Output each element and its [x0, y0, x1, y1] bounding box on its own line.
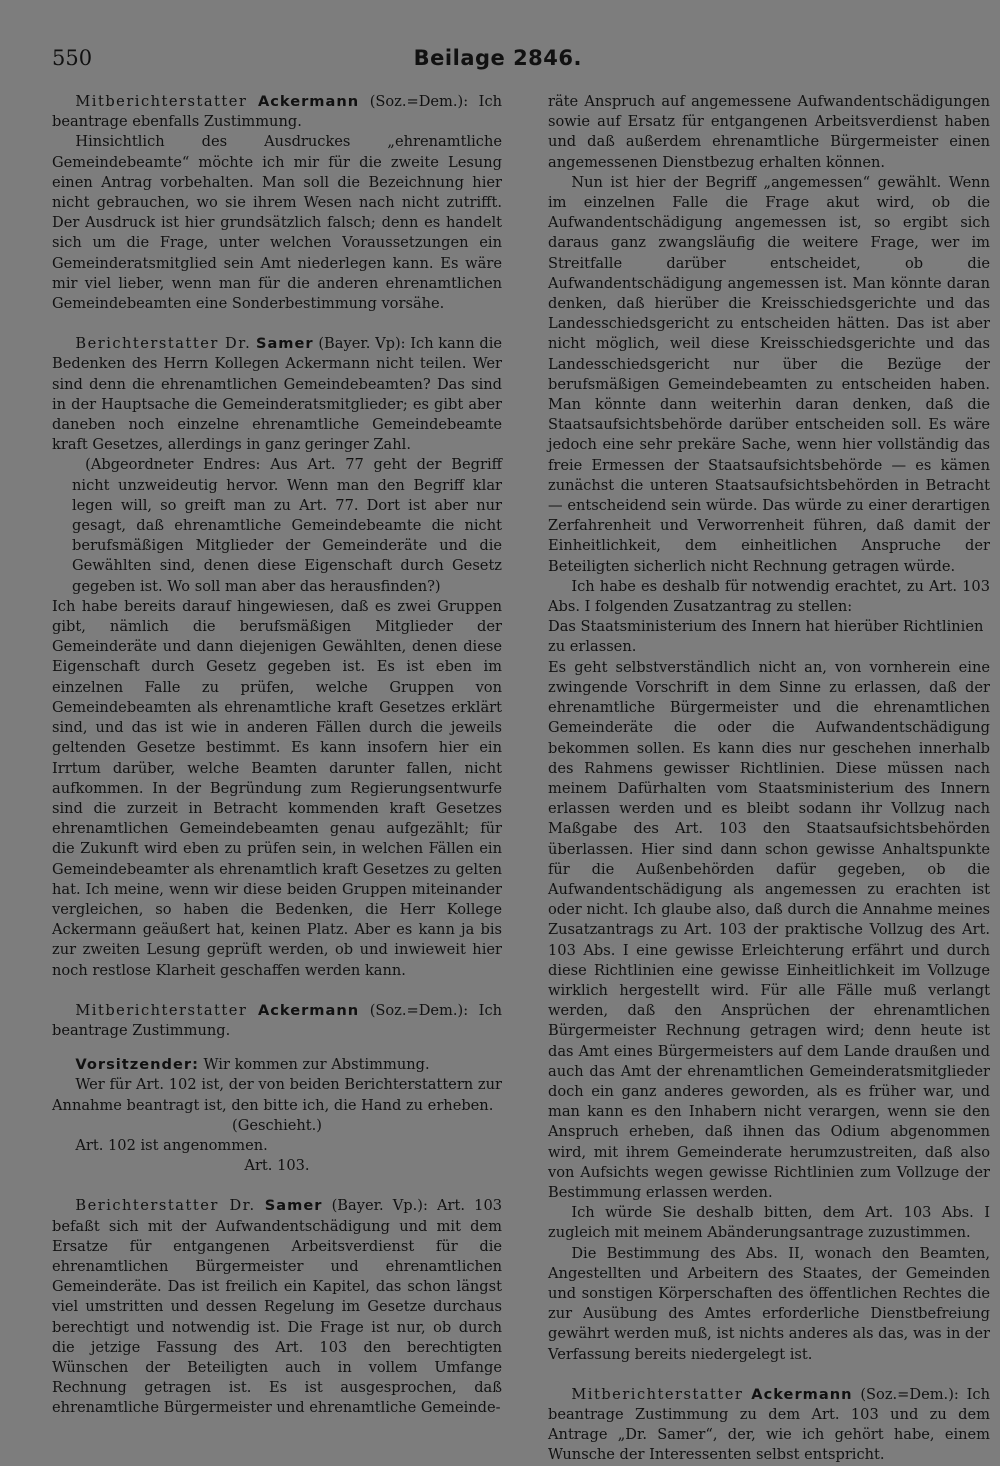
left-column [52, 92, 502, 1419]
speaker-role: Berichterstatter Dr. [75, 335, 252, 353]
paragraph [52, 92, 502, 132]
paragraph-text: (Bayer. Vp): Ich kann die Bedenken des Herrn Kollegen Ackermann nicht teilen. Wer sind denn die ehrenamtlichen Gemeindebeamten? Das sind in der Hauptsache die Gemeinderatsmitglieder; es gibt aber daneben noch einzelne ehrenamtliche Gemeindebeamte kraft Gesetzes, allerdings in ganz geringer Zahl. [52, 335, 503, 454]
interjection-text: (Abgeordneter Endres: Aus Art. 77 geht der Begriff nicht unzweideutig hervor. Wenn man den Begriff klar legen will, so greift man zu Art. 77. Dort ist aber nur gesagt, daß ehrenamtliche Gemeindebeamte die nicht berufsmäßigen Mitglieder der Gemeinderäte und die Gewählten sind, denen diese Eigenschaft durch Gesetz gegeben ist. Wo soll man aber das herausfinden?) [72, 456, 502, 595]
paragraph-text: (Soz.=Dem.): Ich beantrage Zustimmung. [52, 1001, 503, 1039]
page-header [52, 46, 582, 80]
paragraph-text: Wir kommen zur Abstimmung. [203, 1056, 430, 1074]
paragraph: Ich habe es deshalb für notwendig erachtet, zu Art. 103 Abs. I folgenden Zusatzantrag zu stellen: [548, 577, 990, 616]
speaker-role: Mitberichterstatter [571, 1385, 744, 1403]
page-title: Beilage 2846. [413, 46, 582, 70]
speaker-role: Mitberichterstatter [75, 1001, 248, 1019]
speaker-name: Ackermann [257, 1001, 360, 1019]
paragraph: Es geht selbstverständlich nicht an, von vornherein eine zwingende Vorschrift in dem Sinne zu erlassen, daß der ehrenamtliche Bürgermeister und die ehrenamtlichen Gemeinderäte die oder die Aufwandentschädigung bekommen sollen. Es kann dies nur geschehen innerhalb des Rahmens gewisser Richtlinien. Diese müssen nach meinem Dafürhalten vom Staatsministerium des Innern erlassen werden und es bleibt sodann ihr Vollzug nach Maßgabe des Art. 103 den Staatsaufsichtsbehörden überlassen. Hier sind dann schon gewisse Anhaltspunkte für die Außenbehörden dafür gegeben, ob die Aufwandentschädigung als angemessen zu erachten ist oder nicht. Ich glaube also, daß durch die Annahme meines Zusatzantrags zu Art. 103 der praktische Vollzug des Art. 103 Abs. I eine gewisse Erleichterung erfährt und durch diese Richtlinien eine gewisse Einheitlichkeit im Vollzuge wirklich hergestellt wird. Für alle Fälle muß verlangt werden, daß den Ansprüchen der ehrenamtlichen Bürgermeister Rechnung getragen wird; denn heute ist das Amt eines Bürgermeisters auf dem Lande draußen und auch das Amt der ehrenamtlichen Gemeinderatsmitglieder doch ein ganz anderes geworden, als es früher war, und man kann es den Inhabern nicht verargen, wenn sie den Anspruch erheben, daß ihnen das Odium abgenommen wird, mit ihrem Gemeinderate herumzustreiten, daß also von Aufsichts wegen gewisse Richtlinien zum Vollzuge der Bestimmung erlassen werden. [548, 658, 990, 1201]
paragraph: Ich habe bereits darauf hingewiesen, daß es zwei Gruppen gibt, nämlich die berufsmäßigen Mitglieder der Gemeinderäte und dann diejenigen Gewählten, denen diese Eigenschaft durch Gesetz gegeben ist. Es ist eben im einzelnen Falle zu prüfen, welche Gruppen von Gemeindebeamten als ehrenamtliche kraft Gesetzes erklärt sind, und das ist wie in anderen Fällen durch die jeweils geltenden Gesetze bestimmt. Es kann insofern hier ein Irrtum darüber, welche Beamten darunter fallen, nicht aufkommen. In der Begründung zum Regierungsentwurfe sind die zurzeit in Betracht kommenden kraft Gesetzes ehrenamtlichen Gemeindebeamten genau aufgezählt; für die Zukunft wird eben zu prüfen sein, in welchen Fällen ein Gemeindebeamter als ehrenamtlich kraft Gesetzes zu gelten hat. Ich meine, wenn wir diese beiden Gruppen miteinander vergleichen, so haben die Bedenken, die Herr Kollege Ackermann geäußert hat, keinen Platz. Aber es kann ja bis zur zweiten Lesung geprüft werden, ob und inwieweit hier noch restlose Klarheit geschaffen werden kann. [52, 597, 502, 979]
paragraph [52, 334, 502, 455]
paragraph [52, 1055, 502, 1075]
speaker-role: Vorsitzender: [75, 1056, 199, 1074]
paragraph: Die Bestimmung des Abs. II, wonach den Beamten, Angestellten und Arbeitern des Staates, der Gemeinden und sonstigen Körperschaften des öffentlichen Rechtes die zur Ausübung des Amtes erforderliche Dienstbefreiung gewährt werden muß, ist nichts anderes als das, was in der Verfassung bereits niedergelegt ist. [548, 1244, 990, 1363]
speaker-name: Samer [255, 335, 314, 353]
speaker-name: Ackermann [751, 1385, 853, 1403]
paragraph: Nun ist hier der Begriff „angemessen“ gewählt. Wenn im einzelnen Falle die Frage akut wird, ob die Aufwandentschädigung angemessen ist, so ergibt sich daraus ganz zwangsläufig die weitere Frage, wer im Streitfalle darüber entscheidet, ob die Aufwandentschädigung angemessen ist. Man könnte daran denken, daß hierüber die Kreisschiedsgerichte und das Landesschiedsgericht zu entscheiden hätten. Das ist aber nicht möglich, weil diese Kreisschiedsgerichte und das Landesschiedsgericht nur über die Bezüge der berufsmäßigen Gemeindebeamten zu entscheiden haben. Man könnte dann weiterhin daran denken, daß die Staatsaufsichtsbehörde darüber entscheiden soll. Es wäre jedoch eine sehr prekäre Sache, wenn hier vollständig das freie Ermessen der Staatsaufsichtsbehörde — es kämen zunächst die unteren Staatsaufsichtsbehörden in Betracht — entscheidend sein würde. Das würde zu einer derartigen Zerfahrenheit und Verworrenheit führen, daß damit der Einheitlichkeit, dem einheitlichen Anspruche der Beteiligten sicherlich nicht Rechnung getragen würde. [548, 173, 990, 575]
paragraph [548, 1385, 990, 1466]
speaker-name: Ackermann [257, 93, 360, 110]
speaker-role: Berichterstatter Dr. [75, 1197, 256, 1215]
speaker-name: Samer [264, 1197, 323, 1215]
article-heading: Art. 103. [244, 1157, 310, 1175]
paragraph: räte Anspruch auf angemessene Aufwandentschädigungen sowie auf Ersatz für entgangenen Arbeitsverdienst haben und daß außerdem ehrenamtliche Bürgermeister einen angemessenen Dienstbezug erhalten können. [548, 93, 990, 171]
paragraph: Ich würde Sie deshalb bitten, dem Art. 103 Abs. I zugleich mit meinem Abänderungsantrage zuzustimmen. [548, 1204, 990, 1242]
speaker-role: Mitberichterstatter [75, 93, 248, 110]
paragraph-text: (Soz.=Dem.): Ich beantrage Zustimmung zu dem Art. 103 und zu dem Antrage „Dr. Samer“, der, wie ich gehört habe, einem Wunsche der Interessenten selbst entspricht. [548, 1385, 991, 1464]
paragraph: Hinsichtlich des Ausdruckes „ehrenamtliche Gemeindebeamte“ möchte ich mir für die zweite Lesung einen Antrag vorbehalten. Man soll die Bezeichnung hier nicht gebrauchen, wo sie ihrem Wesen nach nicht zutrifft. Der Ausdruck ist hier grundsätzlich falsch; denn es handelt sich um die Frage, unter welchen Voraussetzungen ein Gemeinderatsmitglied sein Amt niederlegen kann. Es wäre mir viel lieber, wenn man für die anderen ehrenamtlichen Gemeindebeamten eine Sonderbestimmung vorsähe. [52, 133, 502, 313]
page-number: 550 [52, 46, 93, 70]
interjection [72, 455, 502, 596]
paragraph: Art. 102 ist angenommen. [75, 1136, 268, 1154]
paragraph: Wer für Art. 102 ist, der von beiden Berichterstattern zur Annahme beantragt ist, den bitte ich, die Hand zu erheben. [52, 1076, 502, 1114]
right-column [548, 92, 990, 1466]
motion-text: Das Staatsministerium des Innern hat hierüber Richtlinien zu erlassen. [548, 618, 984, 656]
stage-note: (Geschieht.) [232, 1116, 322, 1134]
paragraph [52, 1001, 502, 1041]
paragraph [52, 1196, 502, 1418]
paragraph-text: (Bayer. Vp.): Art. 103 befaßt sich mit der Aufwandentschädigung und mit dem Ersatze für entgangenen Arbeitsverdienst für die ehrenamtlichen Bürgermeister und ehrenamtlichen Gemeinderäte. Das ist freilich ein Kapitel, das schon längst viel umstritten und dessen Regelung im Gesetze durchaus berechtigt und notwendig ist. Die Frage ist nur, ob durch die jetzige Fassung des Art. 103 den berechtigten Wünschen der Beteiligten auch in vollem Umfange Rechnung getragen ist. Es ist ausgesprochen, daß ehrenamtliche Bürgermeister und ehrenamtliche Gemeinde- [52, 1197, 503, 1417]
paragraph-text: (Soz.=Dem.): Ich beantrage ebenfalls Zustimmung. [52, 93, 503, 131]
